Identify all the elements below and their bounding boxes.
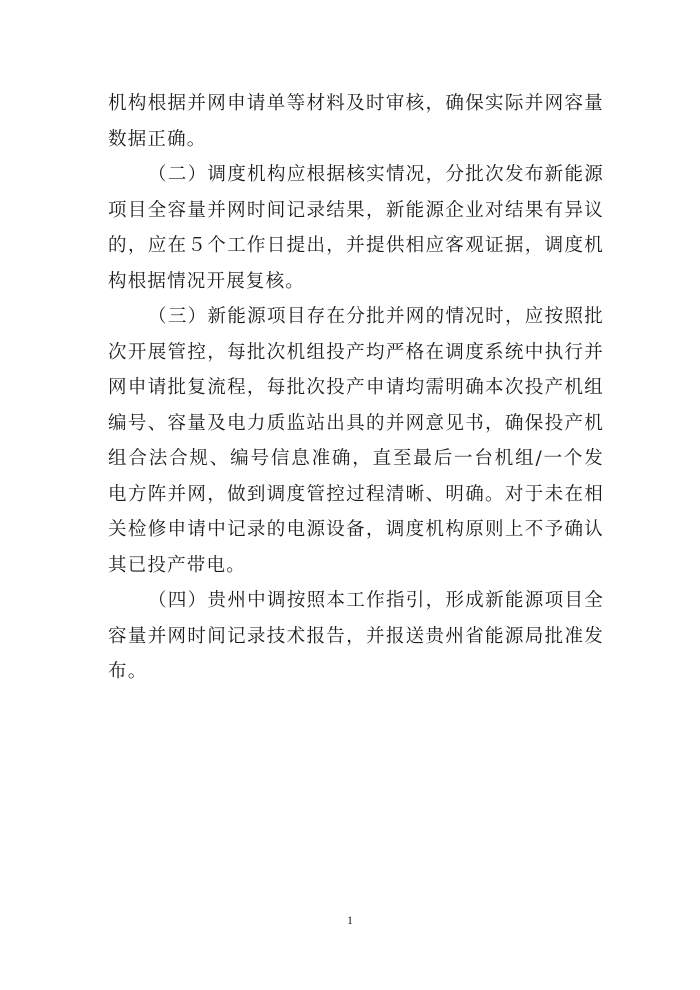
paragraph-section-4: （四）贵州中调按照本工作指引，形成新能源项目全容量并网时间记录技术报告，并报送贵州省能源局批准发布。 — [108, 590, 604, 682]
paragraph-section-3: （三）新能源项目存在分批并网的情况时，应按照批次开展管控，每批次机组投产均严格在调度系统中执行并网申请批复流程，每批次投产申请均需明确本次投产机组编号、容量及电力质监站出具的并网意见书，确保投产机组合法合规、编号信息准确，直至最后一台机组/一个发电方阵并网，做到调度管控过程清晰、明确。对于未在相关检修申请中记录的电源设备，调度机构原则上不予确认其已投产带电。 — [108, 306, 604, 576]
document-body — [108, 86, 604, 690]
page-number: 1 — [347, 913, 353, 927]
paragraph-section-2: （二）调度机构应根据核实情况，分批次发布新能源项目全容量并网时间记录结果，新能源企业对结果有异议的，应在５个工作日提出，并提供相应客观证据，调度机构根据情况开展复核。 — [108, 164, 604, 292]
paragraph-continuation: 机构根据并网申请单等材料及时审核，确保实际并网容量数据正确。 — [108, 93, 604, 150]
